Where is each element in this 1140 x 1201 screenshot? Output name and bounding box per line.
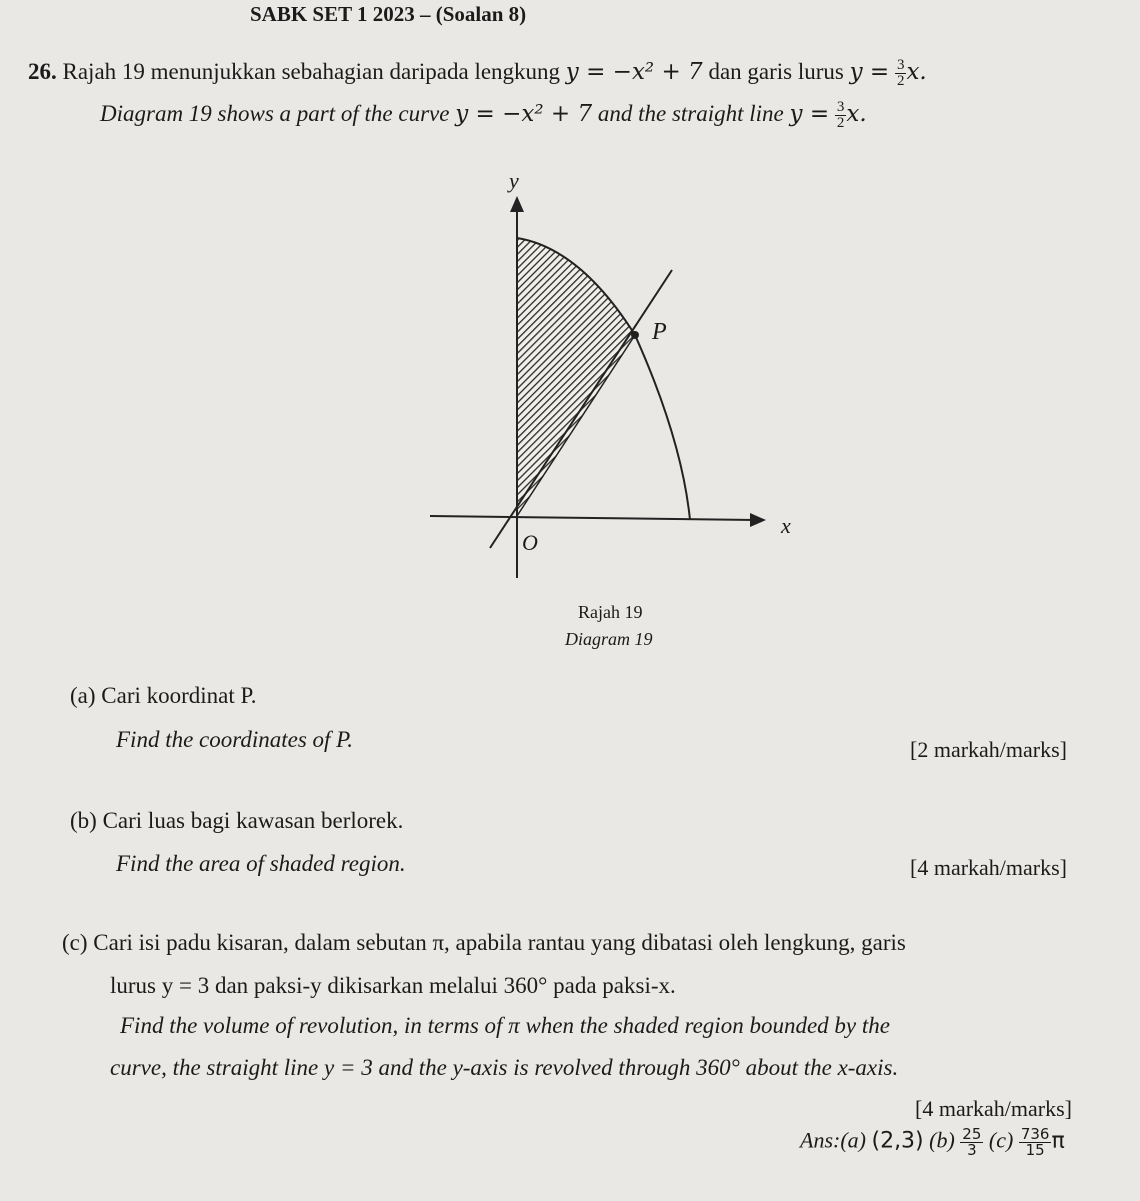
line-equation-lhs-en: y =: [789, 100, 830, 127]
part-b-marks: [4 markah/marks]: [910, 855, 1067, 880]
diagram-caption-malay: Rajah 19: [578, 602, 643, 622]
question-english-and: and the straight line: [597, 100, 784, 126]
answer-c-pi: π: [1051, 1128, 1065, 1154]
part-c-malay-text-1: Cari isi padu kisaran, dalam sebutan π, apabila rantau yang dibatasi oleh lengkung, garis: [93, 930, 906, 955]
line-equation-lhs: y =: [849, 58, 890, 85]
part-c-marks: [4 markah/marks]: [915, 1096, 1072, 1121]
answer-prefix: Ans:(a): [800, 1127, 866, 1153]
question-malay-intro: Rajah 19 menunjukkan sebahagian daripada lengkung: [62, 58, 561, 84]
curve-equation: y = −x² + 7: [565, 58, 703, 85]
part-c-malay-line1: [62, 930, 906, 956]
answer-a: (2,3): [871, 1128, 924, 1154]
part-c-letter: (c): [62, 930, 88, 955]
answer-c-fraction: $\frac{736}{15}$: [1020, 1125, 1050, 1159]
part-b-letter: (b): [70, 808, 97, 833]
y-axis-arrow-icon: [510, 196, 524, 212]
curve-equation-en: y = −x² + 7: [455, 100, 593, 127]
y-axis-label: y: [509, 168, 519, 193]
answer-c-label: (c): [988, 1127, 1014, 1153]
answer-b-label: (b): [929, 1127, 955, 1153]
part-b-malay: [70, 808, 403, 834]
line-gradient-fraction: $\frac{3}{2}$: [896, 57, 905, 89]
line-gradient-fraction-en: $\frac{3}{2}$: [836, 99, 845, 131]
diagram-19: [400, 160, 820, 590]
shaded-region: [517, 238, 635, 516]
part-b-english: Find the area of shaded region.: [116, 851, 406, 876]
line-equation-var: x.: [906, 58, 927, 85]
answer-line: [800, 1127, 1065, 1158]
part-a-marks: [2 markah/marks]: [910, 737, 1067, 762]
question-malay: [28, 58, 927, 89]
point-p-marker: [631, 331, 639, 339]
x-axis-arrow-icon: [750, 513, 766, 527]
question-english: [100, 100, 867, 131]
line-equation-var-en: x.: [846, 100, 867, 127]
part-a-english: Find the coordinates of P.: [116, 727, 354, 752]
part-c-malay-line2: lurus y = 3 dan paksi-y dikisarkan melalui 360° pada paksi-x.: [110, 973, 676, 998]
part-a-malay-text: Cari koordinat P.: [101, 683, 257, 708]
part-a-malay: [70, 683, 257, 709]
answer-b-fraction: $\frac{25}{3}$: [962, 1125, 982, 1159]
question-malay-and: dan garis lurus: [708, 58, 844, 84]
point-p-label: P: [652, 319, 667, 345]
question-english-intro: Diagram 19 shows a part of the curve: [100, 100, 450, 126]
part-b-malay-text: Cari luas bagi kawasan berlorek.: [102, 808, 404, 833]
question-number: 26.: [28, 58, 57, 84]
document-header: SABK SET 1 2023 – (Soalan 8): [250, 2, 527, 26]
origin-label: O: [522, 530, 538, 555]
part-a-letter: (a): [70, 683, 96, 708]
x-axis-label: x: [781, 513, 791, 538]
part-c-english-line2: curve, the straight line y = 3 and the y-axis is revolved through 360° about the x-axis.: [110, 1055, 899, 1080]
diagram-caption-english: Diagram 19: [565, 629, 653, 649]
x-axis: [430, 516, 755, 520]
part-c-english-line1: Find the volume of revolution, in terms of π when the shaded region bounded by the: [120, 1013, 890, 1038]
